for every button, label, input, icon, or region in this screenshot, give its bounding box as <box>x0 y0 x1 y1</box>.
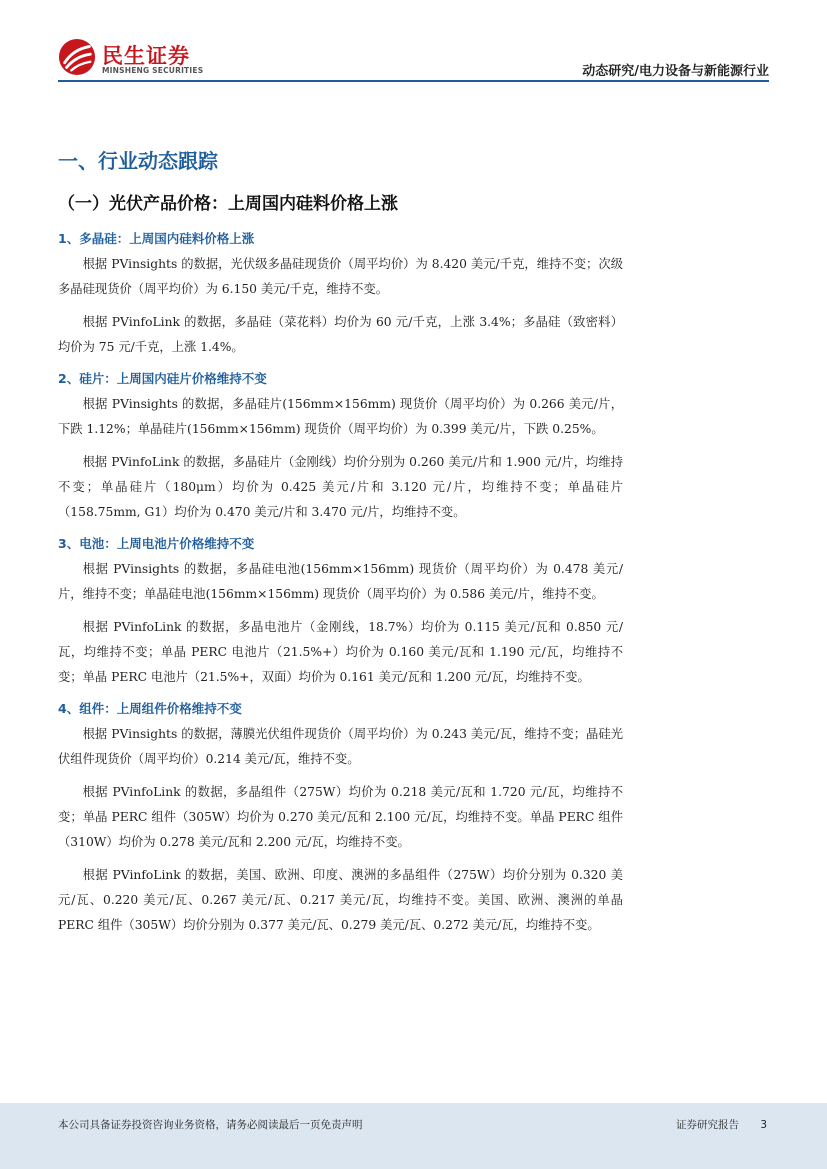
item-polysilicon <box>58 228 623 360</box>
paragraph: 根据 PVinsights 的数据，多晶硅电池(156mm×156mm) 现货价（周平均价）为 0.478 美元/片，维持不变；单晶硅电池(156mm×156mm) 现货价（周平均价）为 0.586 美元/片，维持不变。 <box>58 562 623 601</box>
footer-right <box>676 1117 767 1132</box>
header-divider <box>58 80 769 82</box>
report-category-title: 动态研究/电力设备与新能源行业 <box>582 64 769 79</box>
paragraph: 根据 PVinfoLink 的数据，多晶电池片（金刚线，18.7%）均价为 0.115 美元/瓦和 0.850 元/瓦，均维持不变；单晶 PERC 电池片（21.5%+）均价为 0.160 美元/瓦和 1.190 元/瓦，均维持不变；单晶 PERC 电池片（21.5%+，双面）均价为 0.161 美元/瓦和 1.200 元/瓦，均维持不变。 <box>58 620 623 684</box>
paragraph: 根据 PVinfoLink 的数据，美国、欧洲、印度、澳洲的多晶组件（275W）均价分别为 0.320 美元/瓦、0.220 美元/瓦、0.267 美元/瓦、0.217 美元/瓦，均维持不变。美国、欧洲、澳洲的单晶 PERC 组件（305W）均价分别为 0.377 美元/瓦、0.279 美元/瓦、0.272 美元/瓦，均维持不变。 <box>58 868 623 932</box>
paragraph: 根据 PVinsights 的数据，多晶硅片(156mm×156mm) 现货价（周平均价）为 0.266 美元/片，下跌 1.12%；单晶硅片(156mm×156mm) 现货价（周平均价）为 0.399 美元/片，下跌 0.25%。 <box>58 397 623 436</box>
paragraph: 根据 PVinfoLink 的数据，多晶硅（菜花料）均价为 60 元/千克，上涨 3.4%；多晶硅（致密料）均价为 75 元/千克，上涨 1.4%。 <box>58 315 623 354</box>
item-module <box>58 698 623 938</box>
main-content <box>58 146 623 946</box>
company-logo <box>58 38 208 82</box>
item-heading: 3、电池：上周电池片价格维持不变 <box>58 536 255 551</box>
page-footer <box>0 1103 827 1169</box>
subsection-title: （一）光伏产品价格：上周国内硅料价格上涨 <box>58 194 398 214</box>
logo-chinese-name: 民生证券 <box>102 44 190 68</box>
page-number: 3 <box>760 1119 767 1131</box>
item-heading: 4、组件：上周组件价格维持不变 <box>58 701 242 716</box>
footer-report-type: 证券研究报告 <box>675 1119 739 1131</box>
footer-disclaimer: 本公司具备证券投资咨询业务资格，请务必阅读最后一页免责声明 <box>58 1119 363 1131</box>
minsheng-logo-icon <box>58 38 96 76</box>
item-wafer <box>58 368 623 525</box>
paragraph: 根据 PVinsights 的数据，光伏级多晶硅现货价（周平均价）为 8.420 美元/千克，维持不变；次级多晶硅现货价（周平均价）为 6.150 美元/千克，维持不变。 <box>58 257 623 296</box>
item-cell <box>58 533 623 690</box>
logo-english-name: MINSHENG SECURITIES <box>102 66 204 75</box>
item-heading: 1、多晶硅：上周国内硅料价格上涨 <box>58 231 255 246</box>
section-title: 一、行业动态跟踪 <box>58 149 218 173</box>
paragraph: 根据 PVinfoLink 的数据，多晶组件（275W）均价为 0.218 美元/瓦和 1.720 元/瓦，均维持不变；单晶 PERC 组件（305W）均价为 0.270 美元/瓦和 2.100 元/瓦，均维持不变。单晶 PERC 组件（310W）均价为 0.278 美元/瓦和 2.200 元/瓦，均维持不变。 <box>58 785 623 849</box>
paragraph: 根据 PVinsights 的数据，薄膜光伏组件现货价（周平均价）为 0.243 美元/瓦，维持不变；晶硅光伏组件现货价（周平均价）0.214 美元/瓦，维持不变。 <box>58 727 623 766</box>
paragraph: 根据 PVinfoLink 的数据，多晶硅片（金刚线）均价分别为 0.260 美元/片和 1.900 元/片，均维持不变；单晶硅片（180μm）均价为 0.425 美元/片和 3.120 元/片，均维持不变；单晶硅片（158.75mm, G1）均价为 0.470 美元/片和 3.470 元/片，均维持不变。 <box>58 455 623 519</box>
item-heading: 2、硅片：上周国内硅片价格维持不变 <box>58 371 267 386</box>
